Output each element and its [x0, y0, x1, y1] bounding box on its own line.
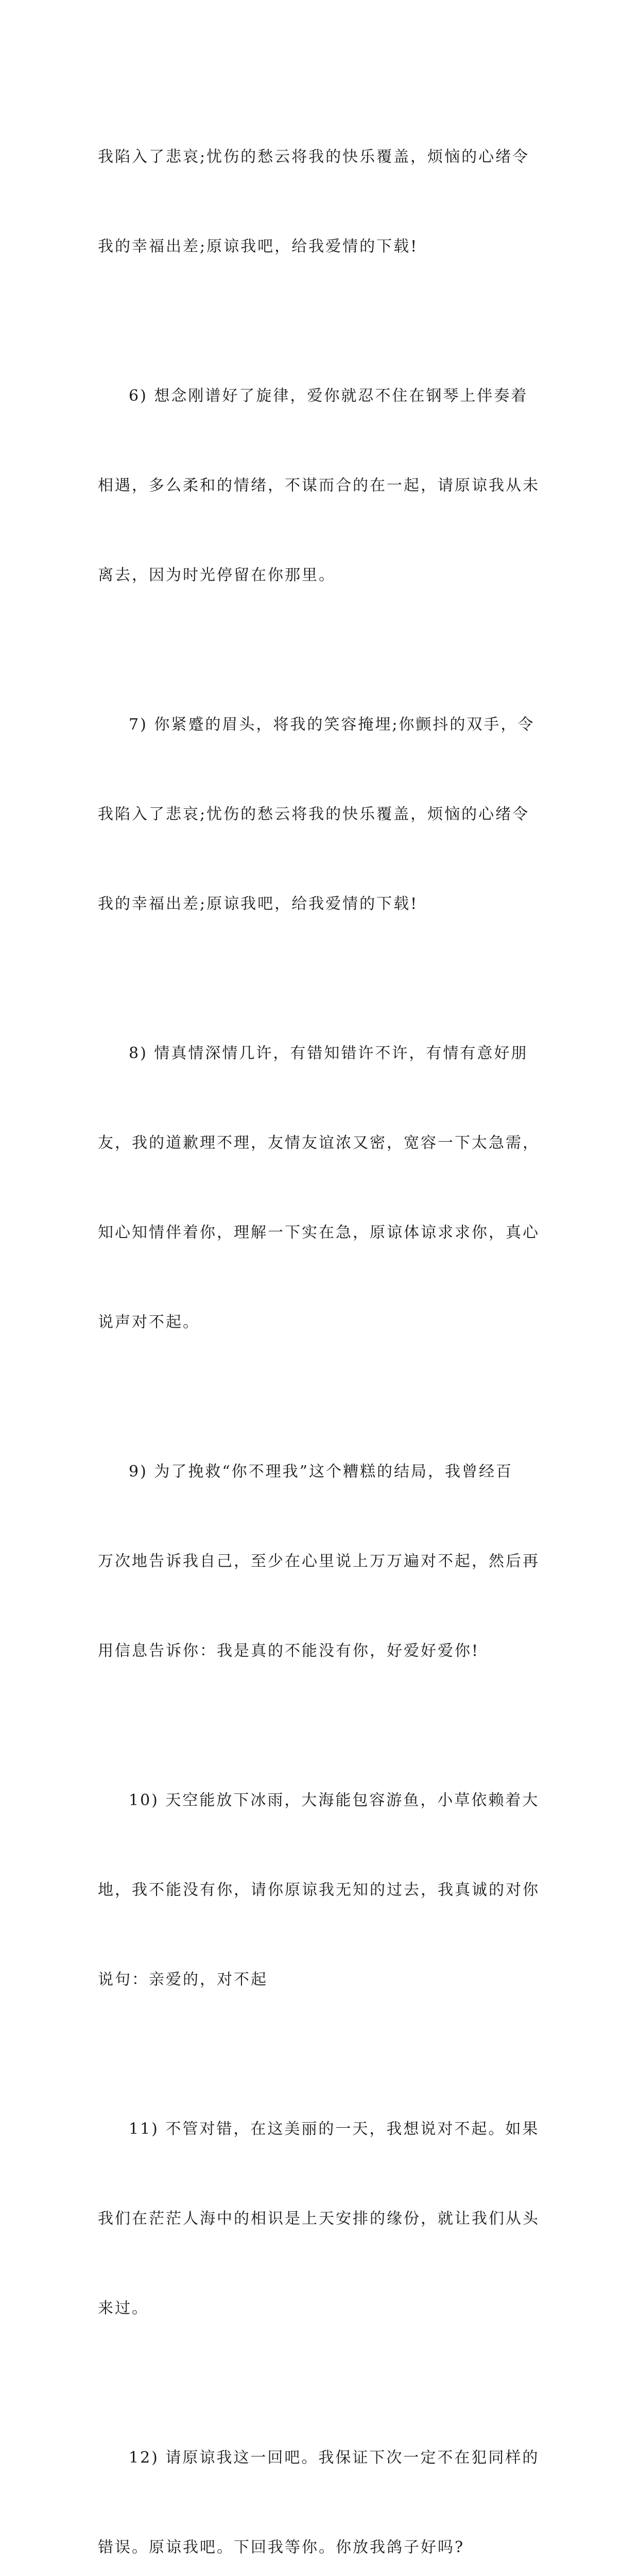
paragraph-item-10	[98, 1726, 546, 2055]
paragraph-item-8	[98, 979, 546, 1397]
text-line: 9) 为了挽救“你不理我”这个糟糕的结局，我曾经百	[129, 1463, 513, 1481]
text-line: 万次地告诉我自己，至少在心里说上万万遍对不起，然后再	[98, 1552, 540, 1570]
text-line: 知心知情伴着你，理解一下实在急，原谅体谅求求你，真心	[98, 1224, 540, 1242]
text-line: 我陷入了悲哀;忧伤的愁云将我的快乐覆盖，烦恼的心绪令	[98, 148, 530, 166]
document-page	[98, 82, 546, 2576]
text-line: 地，我不能没有你，请你原谅我无知的过去，我真诚的对你	[98, 1881, 540, 1899]
text-line: 10) 天空能放下冰雨，大海能包容游鱼，小草依赖着大	[129, 1791, 540, 1809]
text-line: 8) 情真情深情几许，有错知错许不许，有情有意好朋	[129, 1044, 528, 1062]
paragraph-item-6	[98, 321, 546, 650]
text-line: 我的幸福出差;原谅我吧，给我爱情的下载!	[98, 238, 419, 256]
text-line: 离去，因为时光停留在你那里。	[98, 566, 336, 584]
text-line: 我陷入了悲哀;忧伤的愁云将我的快乐覆盖，烦恼的心绪令	[98, 805, 530, 823]
paragraph-item-7	[98, 650, 546, 979]
text-line: 11) 不管对错，在这美丽的一天，我想说对不起。如果	[129, 2120, 540, 2138]
text-line: 我的幸福出差;原谅我吧，给我爱情的下载!	[98, 895, 419, 913]
text-line: 我们在茫茫人海中的相识是上天安排的缘份，就让我们从头	[98, 2210, 540, 2228]
text-line: 来过。	[98, 2299, 149, 2317]
text-line: 7) 你紧蹙的眉头，将我的笑容掩埋;你颤抖的双手，令	[129, 716, 535, 734]
text-line: 6) 想念刚谱好了旋律，爱你就忍不住在钢琴上伴奏着	[129, 387, 528, 405]
paragraph-item-11	[98, 2055, 546, 2383]
text-line: 友，我的道歉理不理，友情友谊浓又密，宽容一下太急需，	[98, 1134, 540, 1152]
text-line: 12) 请原谅我这一回吧。我保证下次一定不在犯同样的	[129, 2449, 540, 2467]
text-line: 错误。原谅我吧。下回我等你。你放我鸽子好吗?	[98, 2538, 465, 2556]
paragraph-continuation	[98, 82, 546, 321]
paragraph-item-9	[98, 1397, 546, 1726]
text-line: 相遇，多么柔和的情绪，不谋而合的在一起，请原谅我从未	[98, 477, 540, 495]
paragraph-item-12	[98, 2383, 546, 2576]
text-line: 用信息告诉你：我是真的不能没有你，好爱好爱你!	[98, 1642, 480, 1660]
text-line: 说句：亲爱的，对不起	[98, 1971, 268, 1989]
text-line: 说声对不起。	[98, 1313, 200, 1331]
